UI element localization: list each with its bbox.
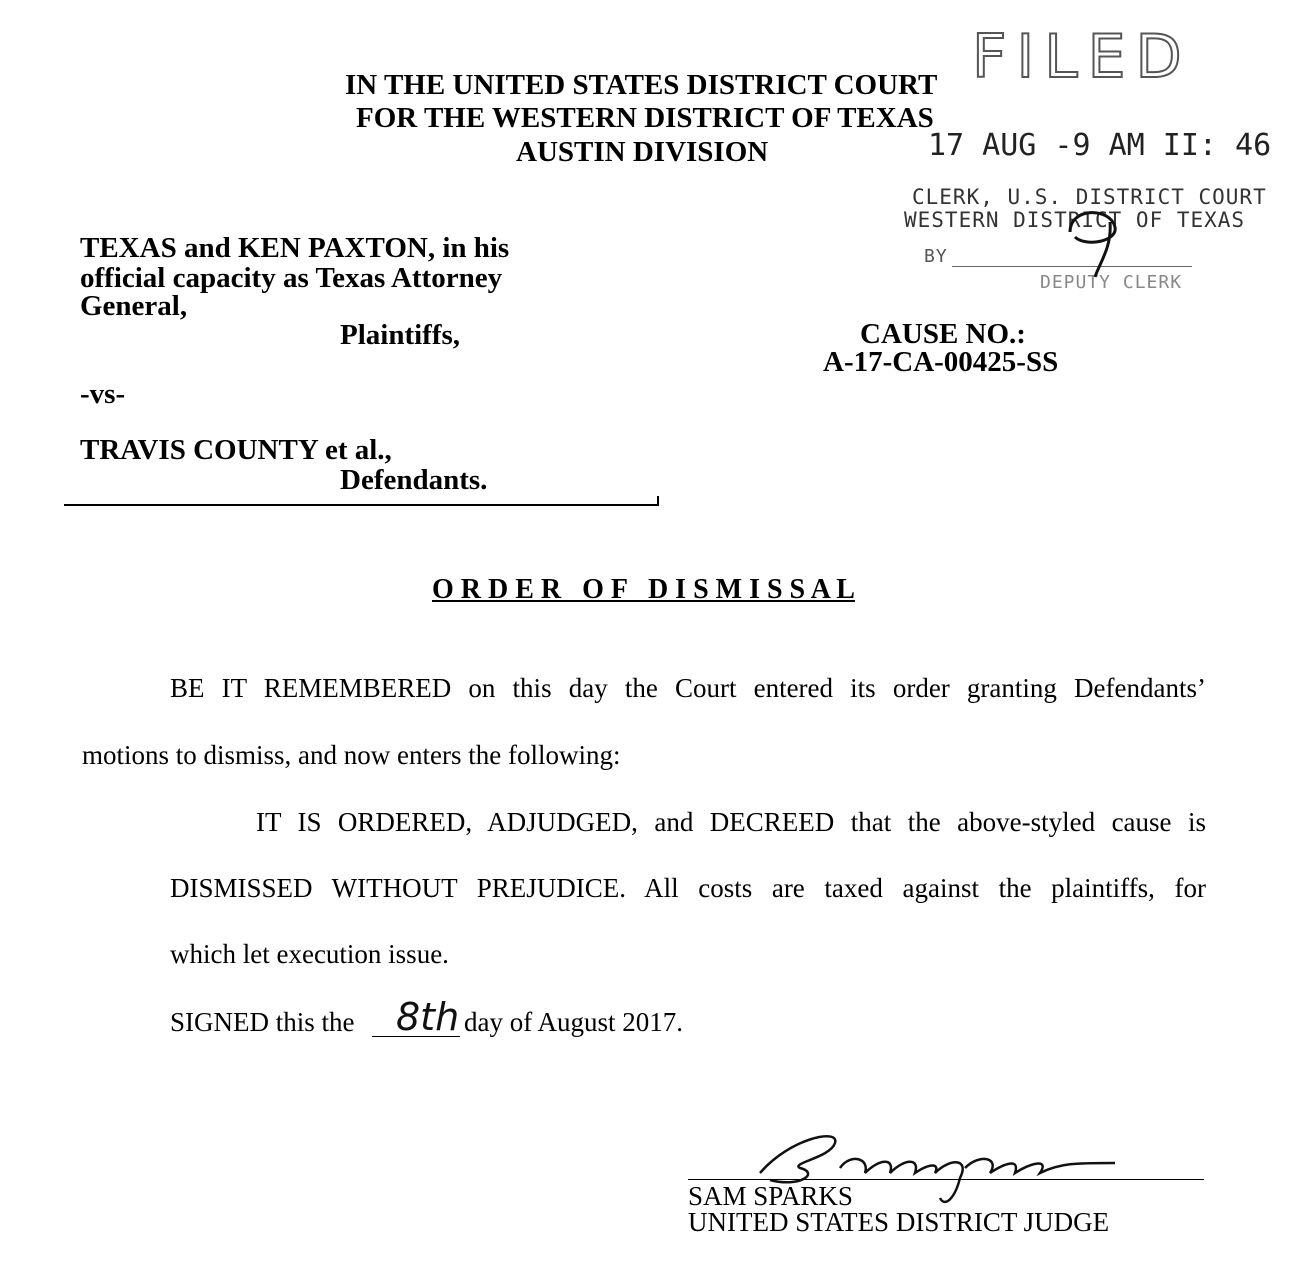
- paragraph1-line2: motions to dismiss, and now enters the following:: [82, 740, 621, 770]
- plaintiff-line3: General,: [80, 290, 188, 322]
- cause-number: A-17-CA-00425-SS: [823, 346, 1059, 378]
- judge-title: UNITED STATES DISTRICT JUDGE: [688, 1207, 1110, 1237]
- versus-label: -vs-: [80, 378, 126, 410]
- caption-divider-tick: [657, 496, 659, 506]
- clerk-initial-mark: [1060, 192, 1130, 282]
- handwritten-day: [392, 988, 472, 1038]
- plaintiff-line1: TEXAS and KEN PAXTON, in his: [80, 232, 510, 264]
- caption-divider: [64, 504, 658, 506]
- court-division: AUSTIN DIVISION: [516, 136, 769, 168]
- order-title: O R D E R O F D I S M I S S A L: [432, 574, 855, 605]
- handwritten-day-text: 8th: [396, 995, 460, 1038]
- signed-suffix: day of August 2017.: [464, 1007, 683, 1037]
- plaintiff-line2: official capacity as Texas Attorney: [80, 262, 503, 294]
- court-name-line2: FOR THE WESTERN DISTRICT OF TEXAS: [356, 102, 934, 134]
- court-name-line1: IN THE UNITED STATES DISTRICT COURT: [345, 69, 938, 101]
- stamp-clerk-line2: WESTERN DISTRICT OF TEXAS: [904, 208, 1246, 232]
- paragraph2-line3: which let execution issue.: [170, 939, 449, 969]
- paragraph1-line1: BE IT REMEMBERED on this day the Court entered its order granting Defendants’: [170, 673, 1206, 703]
- plaintiffs-label: Plaintiffs,: [340, 319, 461, 351]
- paragraph2-line2: DISMISSED WITHOUT PREJUDICE. All costs are taxed against the plaintiffs, for: [170, 873, 1206, 903]
- stamp-datetime: 17 AUG -9 AM II: 46: [928, 128, 1272, 163]
- signed-prefix: SIGNED this the: [170, 1007, 355, 1037]
- cause-label: CAUSE NO.:: [860, 318, 1026, 350]
- stamp-clerk-line1: CLERK, U.S. DISTRICT COURT: [912, 185, 1267, 209]
- stamp-by: BY: [924, 246, 948, 267]
- paragraph2-line1: IT IS ORDERED, ADJUDGED, and DECREED that the above-styled cause is: [256, 807, 1206, 837]
- stamp-deputy-clerk: DEPUTY CLERK: [1040, 272, 1183, 293]
- defendants-label: Defendants.: [340, 464, 488, 496]
- judge-name: SAM SPARKS: [688, 1181, 853, 1211]
- filed-stamp: FILED: [972, 22, 1192, 92]
- defendant-name: TRAVIS COUNTY et al.,: [80, 434, 392, 466]
